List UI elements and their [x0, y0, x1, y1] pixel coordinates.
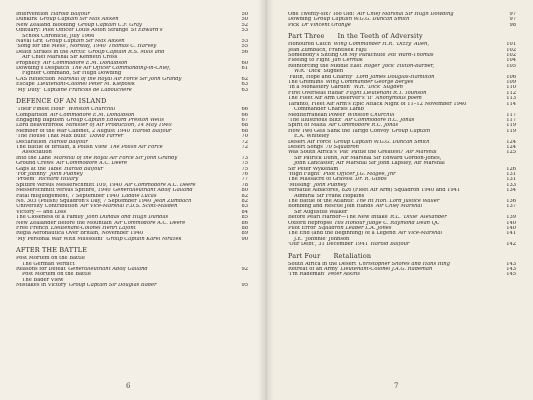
entry-author: Anonymous poem — [375, 96, 422, 102]
entry-author: Group Captain C.F. Gray — [77, 22, 142, 28]
entry-page-number: 53 — [241, 28, 248, 34]
entry-author: Winston Churchill — [347, 112, 395, 118]
entry-title: Spirit of Malta — [288, 123, 326, 129]
entry-author: Harold Balfour — [370, 242, 410, 248]
entry-title: Taranto, Fleet Air Arm's Epic Attack Night of 11–12 November 1940 — [288, 101, 467, 107]
entry-author: Pat Ward-Thomas — [387, 53, 434, 59]
entry-page-number: 89 — [241, 231, 248, 237]
entry-title: 'Our Debt', 31 December 1941 — [288, 242, 368, 248]
entry-author: Air Commodore A.C. Deere — [56, 161, 128, 167]
entry-title: J.E. 'Johnnie' Johnson — [294, 236, 350, 242]
entry-title: Prophecy — [16, 60, 41, 66]
entry-title: Into the Lane — [16, 155, 52, 161]
entry-page-number: 140 — [506, 220, 516, 226]
entry-page-number: 143 — [506, 261, 516, 267]
entry-author: Dr Vincent Orange — [301, 22, 351, 28]
entry-title: Fatal misjudgement, 7 September 1940 — [16, 193, 120, 199]
entry-title: Versatile Albacores, 826 (Fleet Air Arm) Squadron 1940 and 1941 — [288, 188, 461, 194]
entry-title: 'My Personal War With Mussolini' — [16, 236, 104, 242]
entry-title: Reasons for Defeat — [16, 267, 66, 273]
entry-page-number: 117 — [506, 117, 516, 123]
entry-page-number: 83 — [241, 204, 248, 210]
entry-title: Jean Zumbach, František Fajtl — [288, 47, 367, 53]
entry-author: The Air Officer Commanding-in-Chief, — [71, 66, 171, 72]
contents-entry — [16, 237, 248, 242]
entry-author: Group Captain Karel Mrazek — [106, 236, 182, 242]
entry-author: Air Vice-Marshal — [398, 231, 443, 237]
entry-page-number: 82 — [241, 199, 248, 204]
entry-author: Thomas C. Harvey — [108, 44, 157, 50]
section-heading — [16, 97, 248, 105]
entry-author: Winston Churchill — [68, 107, 116, 113]
entry-page-number: 62 — [241, 76, 248, 82]
entry-title: Lord Beaverbrook — [16, 123, 64, 129]
entry-author: John Pudney — [49, 171, 83, 177]
entry-page-number: 55 — [241, 44, 248, 50]
entry-author: Squadron Leader L.A. Jones — [318, 226, 392, 232]
entry-author: Air Vice-Marshal F.D.S. Scott-Malden — [80, 204, 178, 210]
entry-author: Harold Balfour — [64, 166, 104, 172]
entry-title: Obituary: Pilot Officer Louis Aston Strange — [16, 28, 129, 34]
entry-page-number: 114 — [506, 101, 516, 107]
contents-entry — [288, 272, 516, 277]
contents-entry — [288, 23, 516, 28]
entry-page-number: 72 — [241, 144, 248, 150]
entry-author: Group Captain Sir Max Aitken — [45, 39, 125, 45]
entry-author: Lieutenant-Colonel Peter M. Kleposik — [37, 82, 135, 88]
entry-title: The End (and the Beginning) of a Legend — [288, 231, 396, 237]
contents-entry — [288, 242, 516, 247]
entry-author: Air Commodore A.C. Deere — [114, 220, 186, 226]
entry-page-number: 143 — [506, 267, 516, 273]
entry-title: The Massacre of Gravosi — [288, 177, 353, 183]
entry-page-number: 95 — [241, 283, 248, 289]
entry-title: Declaration — [16, 139, 47, 145]
contents-entry — [16, 283, 248, 288]
entry-author: Lieutenant-Colonel J.A.G. Rademan — [340, 267, 433, 273]
entry-author: Pilot Officer J.G. Magee, Jnr — [323, 171, 396, 177]
entry-title: 'I'm Rademan' — [288, 272, 326, 278]
entry-author: Captaine Francois de Labouchère — [43, 87, 132, 93]
entry-page-number: 73 — [241, 155, 248, 161]
entry-author: Air Commodore E.M. Donaldson — [43, 60, 128, 66]
entry-page-number: 66 — [241, 107, 248, 113]
entry-page-number: 98 — [509, 22, 516, 28]
entry-page-number: 141 — [506, 231, 516, 237]
entry-page-number: 63 — [241, 87, 248, 93]
entry-title: Dowding's Despatch — [16, 66, 70, 72]
entry-title: 'Proem' — [16, 177, 36, 183]
entry-author: Flight Lieutenant R.T. Tounson — [346, 90, 427, 96]
entry-title: Bombing and Rescue Join Hands — [288, 204, 374, 210]
entry-page-number: 63 — [241, 82, 248, 88]
entry-title: John Lancaster, Air Marshal Sir John Lapsley, Air Marshal — [294, 161, 445, 167]
entry-title: Gaps at the Table — [16, 166, 62, 172]
entry-page-number: 85 — [241, 215, 248, 221]
entry-page-number: 126 — [506, 166, 516, 172]
entry-page-number: 117 — [506, 112, 516, 118]
entry-title: Regia Aeronautica Over Britain, November 1940 — [16, 231, 144, 237]
entry-page-number: 75 — [241, 166, 248, 172]
entry-page-number: 97 — [509, 12, 516, 17]
entry-title: The Closeness of a Family — [16, 215, 84, 221]
entry-title: Engaging Baptism — [16, 117, 64, 123]
entry-author: Harold Balfour — [132, 128, 172, 134]
entry-title: W.R. 'Dick' Sugden — [294, 69, 344, 75]
entry-page-number: 92 — [241, 267, 248, 273]
entry-title: Spitfire versus Messerschmitt 109, 1940 — [16, 182, 123, 188]
entry-author: 70 Squadron — [325, 144, 359, 150]
right-page — [266, 0, 533, 400]
entry-title: Sir Augustus Walker — [294, 209, 348, 215]
entry-page-number: 125 — [506, 150, 516, 156]
section-heading — [288, 32, 516, 40]
entry-title: Comparison — [16, 112, 48, 118]
entry-author: Peter Atkins — [328, 272, 360, 278]
entry-title: Pilot Error — [288, 226, 316, 232]
entry-title: Naval Grit — [16, 39, 44, 45]
entry-title: South Africa in the Desert — [288, 261, 357, 267]
entry-page-number: 68 — [241, 123, 248, 129]
entry-author: W.R. 'Dick' Sugden — [353, 85, 403, 91]
entry-page-number: 50 — [241, 12, 248, 17]
entry-title: Pick — [288, 22, 300, 28]
left-contents-column — [16, 12, 248, 289]
entry-author: Marshal of the Royal Air Force Sir John Grandy — [57, 76, 182, 82]
entry-title: 'The House That Max Built' — [16, 134, 88, 140]
entry-page-number: 75 — [241, 161, 248, 167]
entry-title: Mistakes in Victory — [16, 283, 67, 289]
entry-page-number: 142 — [506, 242, 516, 248]
entry-author: Jean Zumbach — [153, 199, 192, 204]
entry-title: E.A. Whiteley — [294, 134, 330, 140]
entry-author: The Polish Air Force — [109, 144, 163, 150]
entry-title: Free French — [16, 226, 49, 232]
left-page — [0, 0, 266, 400]
entry-page-number: 104 — [506, 58, 516, 64]
entry-page-number: 88 — [241, 226, 248, 232]
entry-author: Air Marshal — [405, 150, 437, 156]
entry-title: Intervention — [16, 12, 49, 17]
entry-page-number: 112 — [506, 90, 516, 96]
entry-title: The Bader View — [22, 277, 64, 283]
entry-title: 'My Duty' — [16, 87, 42, 93]
entry-page-number: 119 — [506, 128, 516, 134]
entry-title: CAS Reflection — [16, 76, 56, 82]
entry-page-number: 131 — [506, 171, 516, 177]
entry-page-number: 106 — [506, 74, 516, 80]
entry-author: Air Commodore R.C. Jonas — [328, 123, 399, 129]
entry-title: 'In a Monastery Garden' — [288, 85, 352, 91]
contents-entry — [16, 88, 248, 93]
entry-title: Death Strikes in the Arctic — [16, 49, 86, 55]
entry-page-number: 131 — [506, 177, 516, 183]
entry-page-number: 52 — [241, 22, 248, 28]
entry-author: Generalleutnant Adolf Galland — [113, 188, 193, 194]
entry-author: Group Captain — [391, 128, 431, 134]
entry-author: Richard Hillary — [38, 177, 79, 183]
entry-title: Post Mortem on the Battle — [16, 256, 85, 262]
entry-page-number: 76 — [241, 171, 248, 177]
entry-title: No. 303 (Polish) Squadron's Day, 7 September 1940 — [16, 199, 152, 204]
right-contents-column — [288, 12, 516, 278]
entry-author: Minister of Air Production, 14 May 1940 — [65, 123, 172, 129]
entry-author: Air Chief Marshal — [375, 204, 423, 210]
entry-page-number: 78 — [241, 182, 248, 188]
entry-page-number: 66 — [241, 112, 248, 118]
entry-title: Fighter Command, Sir Hugh Dowding — [22, 71, 122, 77]
entry-page-number: 102 — [506, 47, 516, 53]
entry-author: John Pudney — [313, 182, 347, 188]
entry-page-number: 97 — [509, 17, 516, 23]
entry-page-number: 86 — [241, 220, 248, 226]
entry-page-number: 139 — [506, 215, 516, 221]
entry-author: Group Captain W.G.G. Duncan Smith — [333, 139, 430, 145]
entry-title: New Zealander Before the Mountain — [16, 220, 112, 226]
entry-page-number: 50 — [241, 17, 248, 23]
part-label: Part Four — [288, 251, 321, 260]
entry-title: The Gremlins — [288, 80, 324, 86]
entry-title: Retreat of an Army — [288, 267, 338, 273]
entry-title: The Fleet Air Arm Observer's 'If' — [288, 96, 374, 102]
entry-author: The Rt Hon. Lord Justice Waller — [356, 199, 440, 204]
entry-title: Mediterranean Power — [288, 112, 345, 118]
entry-title: Commander Charles Lamb — [294, 107, 364, 113]
entry-page-number: 61 — [241, 66, 248, 72]
entry-title: Escape — [16, 82, 35, 88]
page-number: 6 — [126, 382, 131, 390]
entry-title: 'High Flight' — [288, 171, 321, 177]
entry-author: Laddie Lucas — [121, 193, 157, 199]
section-title: DEFENCE OF AN ISLAND — [16, 97, 107, 106]
entry-page-number: 110 — [506, 85, 516, 91]
entry-title: Desert Songs — [288, 144, 323, 150]
entry-title: Sir Patrick Dunn, Air Marshal Sir Edward Gordon-Jones, — [294, 155, 442, 161]
entry-title: Before Pearl Harbor—The New Intake — [288, 215, 388, 221]
entry-author: Marshal of the Royal Air Force Sir John Grandy — [53, 155, 178, 161]
entry-title: Air Chief Marshal Sir Kenneth Cross — [22, 55, 118, 61]
entry-page-number: 72 — [241, 139, 248, 145]
entry-author: Christopher Shores and Hans Ring — [358, 261, 450, 267]
entry-title: Oxford Repropse — [288, 220, 333, 226]
section-title: Retaliation — [333, 251, 372, 260]
entry-page-number: 124 — [506, 144, 516, 150]
entry-page-number: 102 — [506, 53, 516, 59]
entry-author: Roger 'Jock' Hilton-Barber, — [364, 63, 435, 69]
entry-author: His Honour Judge C. Raymond Dean QC — [334, 220, 440, 226]
entry-author: St Edward's — [130, 28, 163, 34]
page-number: 7 — [394, 382, 399, 390]
entry-title: First Overseas Radar — [288, 90, 344, 96]
entry-page-number: 84 — [241, 209, 248, 215]
part-label: Part Three — [288, 32, 325, 41]
entry-page-number: 53 — [241, 39, 248, 45]
entry-author: John Dundas and Hugh Dundas — [86, 215, 169, 221]
entry-author: Group Captain W.G.G. Duncan Smith — [313, 17, 410, 23]
entry-page-number: 101 — [506, 42, 516, 48]
entry-author: Generalleutnant Adolf Galland — [68, 267, 148, 273]
entry-title: 'Song for the Mess', Norway, 1940 — [16, 44, 106, 50]
entry-title: Association — [22, 150, 52, 156]
entry-page-number: 68 — [241, 128, 248, 134]
entry-title: 'Faith, Hope and Charity' — [288, 74, 354, 80]
entry-author: Wing Commander George Berges — [325, 80, 414, 86]
section-heading — [16, 246, 248, 254]
entry-page-number: 56 — [241, 49, 248, 55]
entry-title: 'The Illustrious Blitz' — [288, 117, 343, 123]
entry-title: One Twenty-six? Too Old! — [288, 12, 355, 17]
entry-title: Honoured Catch — [288, 42, 331, 48]
section-title: In the Teeth of Adversity — [337, 32, 423, 41]
entry-author: Group Captain Sir Max Aitken — [39, 17, 119, 23]
entry-page-number: 134 — [506, 188, 516, 194]
entry-page-number: 67 — [241, 117, 248, 123]
entry-author: Wing Commander H.R. 'Dizzy' Allen, — [333, 42, 430, 48]
entry-title: School Chronicle, July 1966 — [22, 33, 95, 39]
entry-page-number: 70 — [241, 134, 248, 140]
entry-title: Dowding — [288, 17, 312, 23]
entry-title: Messerschmitt versus Spitfire, 1940 — [16, 188, 111, 194]
entry-title: The Battle of the Atlantic — [288, 199, 354, 204]
entry-title: Member of the War Cabinet, 2 August 1940 — [16, 128, 130, 134]
entry-author: Dr. R. Gibbs — [355, 177, 387, 183]
entry-page-number: 124 — [506, 139, 516, 145]
entry-title: Victory — and Loss — [16, 209, 67, 215]
entry-title: Admiral Sir Frank Hopkins — [294, 193, 365, 199]
entry-page-number: 105 — [506, 63, 516, 69]
entry-author: Lieutenant-Colonel Henri Lafont — [50, 226, 136, 232]
entry-page-number: 113 — [506, 96, 516, 102]
entry-author: R.L. 'Dixie' Alexander — [390, 215, 447, 221]
entry-author: Air Commodore R.C. Jonas — [344, 117, 415, 123]
entry-title: Fleeing to Fight — [288, 58, 330, 64]
entry-page-number: 140 — [506, 226, 516, 232]
entry-page-number: 119 — [506, 123, 516, 129]
entry-title: Post Mortem on the Battle — [22, 272, 91, 278]
entry-author: David Farrer — [89, 134, 124, 140]
entry-title: University Contribution — [16, 204, 78, 210]
entry-title: 'Their Finest Hour' — [16, 107, 66, 113]
entry-page-number: 136 — [506, 199, 516, 204]
entry-page-number: 60 — [241, 60, 248, 66]
entry-page-number: 133 — [506, 182, 516, 188]
entry-author: Jan Čermák — [332, 58, 363, 64]
entry-title: 'Missing' — [288, 182, 312, 188]
section-heading — [288, 252, 516, 260]
entry-page-number: 109 — [506, 80, 516, 86]
entry-author: Group Captain R.S. Mills and — [88, 49, 165, 55]
entry-title: Dunkirk — [16, 17, 38, 23]
entry-title: Somebody's Sitting On My Parachute — [288, 53, 386, 59]
entry-title: Was South Africa's 'Pat' Pattle the Greatest? — [288, 150, 404, 156]
entry-author: Group Captain Sir Douglas Bader — [68, 283, 157, 289]
entry-page-number: 90 — [241, 236, 248, 242]
entry-author: Air Commodore E.M. Donaldson — [49, 112, 135, 118]
entry-title: How Two Gels Sank the Tarigo Convoy — [288, 128, 390, 134]
entry-title: 'For Johnny' — [16, 171, 48, 177]
section-title: AFTER THE BATTLE — [16, 246, 88, 255]
entry-page-number: 82 — [241, 193, 248, 199]
entry-title: Ground Crews — [16, 161, 54, 167]
entry-author: Harold Balfour — [48, 139, 88, 145]
entry-author: Lord James Douglas-Hamilton — [356, 74, 435, 80]
entry-page-number: 77 — [241, 177, 248, 183]
entry-page-number: 137 — [506, 204, 516, 210]
entry-title: New Zealand Blooding — [16, 22, 76, 28]
entry-author: Air Chief Marshal Sir Hugh Dowding — [357, 12, 454, 17]
entry-author: Harold Balfour — [50, 12, 90, 17]
entry-title: Sir Peter Wykeham — [288, 166, 339, 172]
entry-author: Air Commodore A.C. Deere — [124, 182, 196, 188]
entry-author: Group Captain Edward Preston Wells — [66, 117, 164, 123]
entry-page-number: 145 — [506, 272, 516, 278]
entry-title: The German Verdict — [22, 261, 75, 267]
entry-title: Reinforcing the Middle East — [288, 63, 362, 69]
entry-title: Desert Air Force — [288, 139, 332, 145]
entry-title: The Battle of Britain, a Polish View — [16, 144, 108, 150]
entry-page-number: 80 — [241, 188, 248, 194]
